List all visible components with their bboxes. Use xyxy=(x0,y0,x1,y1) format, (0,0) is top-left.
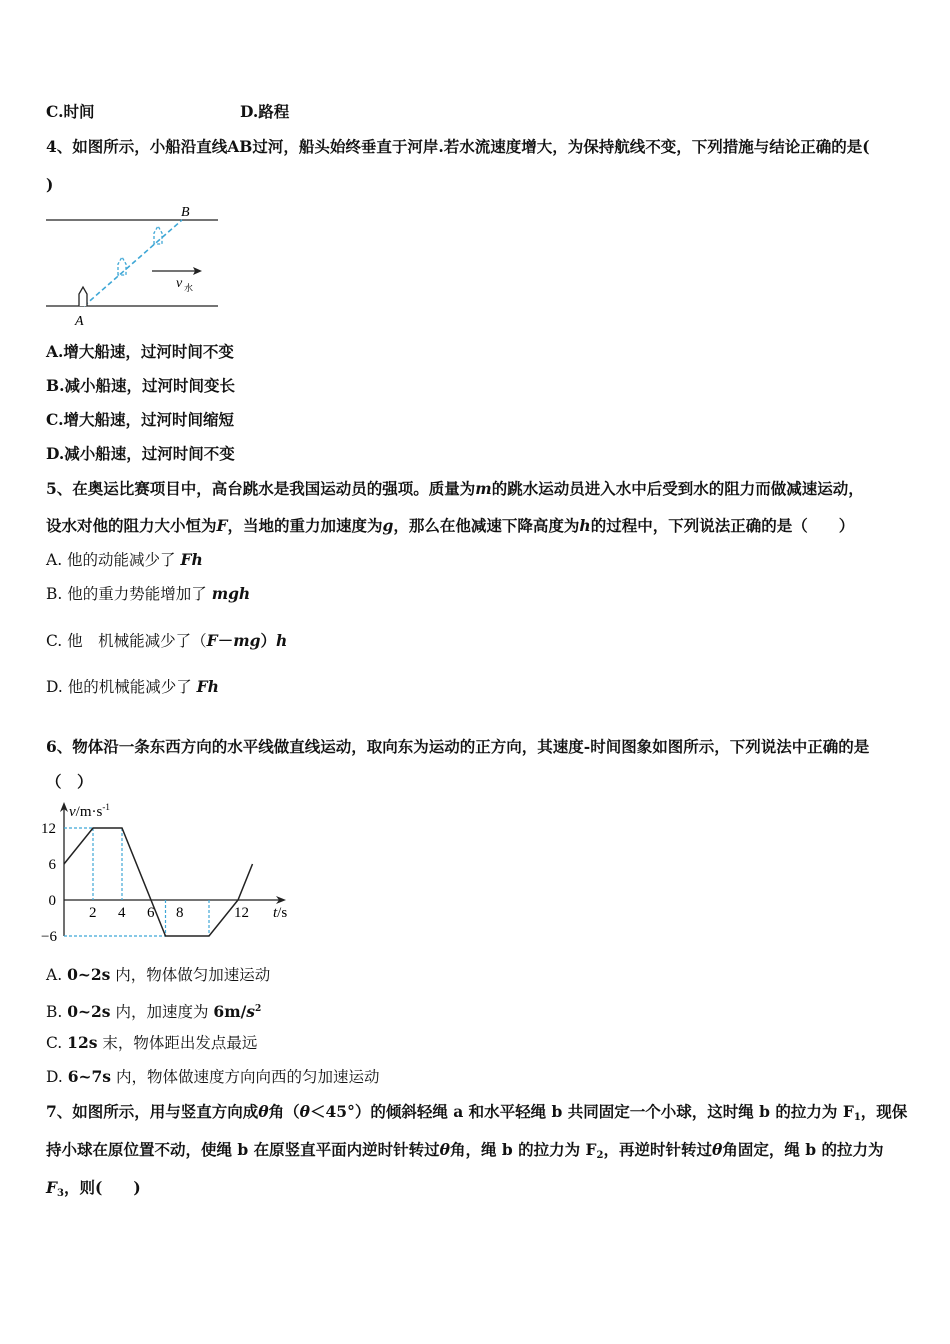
y-tick-label: 6 xyxy=(48,857,56,873)
y-tick-label: 12 xyxy=(41,821,56,837)
q6-option-c: C. 12s 末，物体距出发点最远 xyxy=(46,1033,258,1052)
x-tick-label: 8 xyxy=(176,905,184,921)
q7-line1: 7、如图所示，用与竖直方向成θ角（θ＜45°）的倾斜轻绳 a 和水平轻绳 b 共同固定一个小球，这时绳 b 的拉力为 $F_1$，现保 xyxy=(46,1102,908,1123)
q5-stem-line1: 5、在奥运比赛项目中，高台跳水是我国运动员的强项。质量为m的跳水运动员进入水中后受到水的阻力而做减速运动， xyxy=(46,479,864,498)
q3-option-d: D.路程 xyxy=(240,102,290,121)
y-tick-label: 0 xyxy=(48,893,56,909)
x-tick-label: 4 xyxy=(118,905,126,921)
q5-option-b: B. 他的重力势能增加了 mgh xyxy=(46,584,251,603)
q4-option-a: A.增大船速，过河时间不变 xyxy=(46,342,234,361)
label-b: B xyxy=(181,205,190,220)
x-tick-label: 2 xyxy=(89,905,97,921)
q3-option-c: C.时间 xyxy=(46,102,95,121)
q4-option-c: C.增大船速，过河时间缩短 xyxy=(46,410,234,429)
y-tick-label: −6 xyxy=(41,929,57,945)
q4-river-figure xyxy=(40,198,230,330)
q6-option-d: D. 6~7s 内，物体做速度方向向西的匀加速运动 xyxy=(46,1067,380,1086)
vt-chart xyxy=(36,796,300,948)
x-tick-label: 12 xyxy=(234,905,249,921)
q5-option-c: C. 他 机械能减少了（F－mg）h xyxy=(46,631,288,650)
q6-option-a: A. 0~2s 内，物体做匀加速运动 xyxy=(46,965,271,984)
x-tick-label: 6 xyxy=(147,905,155,921)
q5-option-d: D. 他的机械能减少了 Fh xyxy=(46,677,219,696)
q4-stem-end: ) xyxy=(46,175,54,194)
q4-option-b: B.减小船速，过河时间变长 xyxy=(46,376,235,395)
q6-stem-end: （ ） xyxy=(46,772,93,791)
q6-stem: 6、物体沿一条东西方向的水平线做直线运动，取向东为运动的正方向，其速度-时间图象如图所示，下列说法中正确的是 xyxy=(46,737,870,756)
q4-stem: 4、如图所示，小船沿直线AB过河，船头始终垂直于河岸.若水流速度增大，为保持航线不变，下列措施与结论正确的是( xyxy=(46,137,870,156)
q5-option-a: A. 他的动能减少了 Fh xyxy=(46,550,203,569)
q5-stem-line2: 设水对他的阻力大小恒为F，当地的重力加速度为g，那么在他减速下降高度为h的过程中，下列说法正确的是（ ） xyxy=(46,516,855,535)
label-v-sub: 水 xyxy=(184,283,194,293)
q4-option-d: D.减小船速，过河时间不变 xyxy=(46,444,235,463)
q6-option-b: B. 0~2s 内，加速度为 $6m/s^2$ xyxy=(46,1002,262,1021)
y-axis-label: $v/m\cdot s^{-1}$ xyxy=(69,802,110,820)
boat-icon xyxy=(79,287,87,306)
q7-line3: $F_3$，则( ) xyxy=(46,1178,141,1199)
path-ab xyxy=(84,220,182,306)
label-v: v xyxy=(176,276,183,291)
q7-line2: 持小球在原位置不动，使绳 b 在原竖直平面内逆时针转过θ角，绳 b 的拉力为 $F_2$，再逆时针转过θ角固定，绳 b 的拉力为 xyxy=(46,1140,884,1161)
label-a: A xyxy=(75,314,84,329)
x-axis-label: t/s xyxy=(273,905,288,921)
